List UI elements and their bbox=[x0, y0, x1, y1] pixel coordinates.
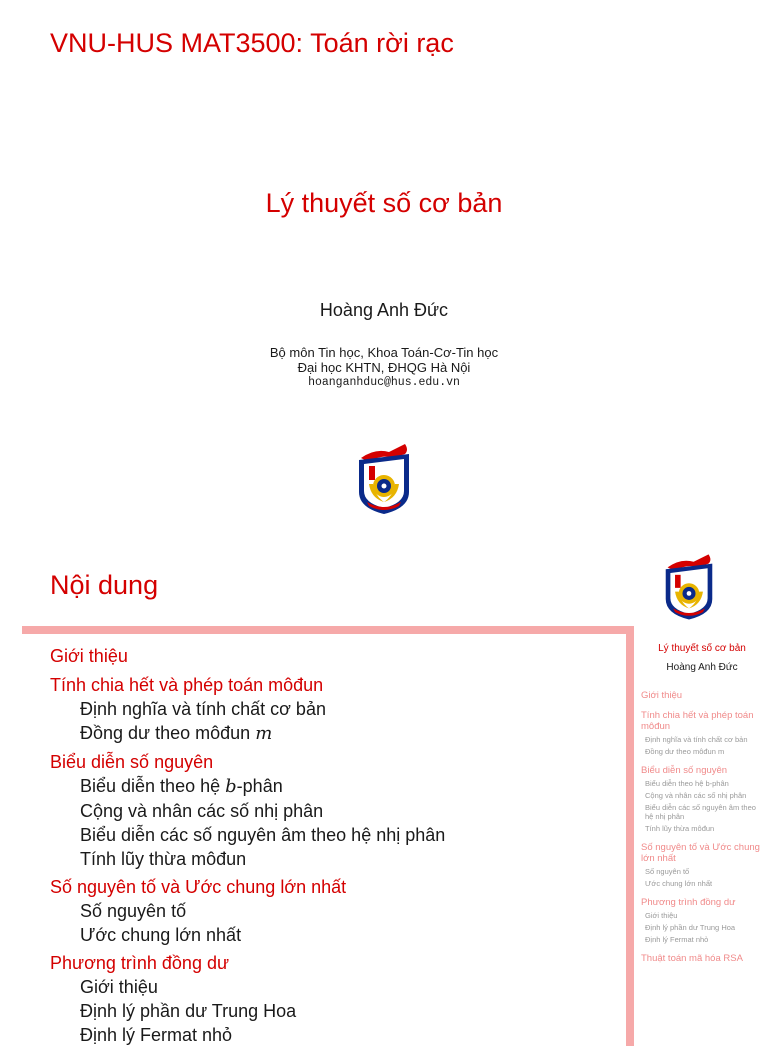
sidebar-section[interactable]: Tính chia hết và phép toán môđun bbox=[641, 710, 754, 732]
toc-subsection-suffix: -phân bbox=[236, 776, 283, 796]
affiliation bbox=[0, 345, 768, 390]
sidebar-subsection[interactable]: Tính lũy thừa môđun bbox=[645, 824, 715, 833]
toc-subsection-label: Biểu diễn theo hệ bbox=[80, 776, 221, 796]
toc-section[interactable]: Biểu diễn số nguyên bbox=[50, 752, 214, 772]
toc-subsection[interactable]: Biểu diễn các số nguyên âm theo hệ nhị phân bbox=[80, 825, 446, 845]
sidebar-section[interactable]: Thuật toán mã hóa RSA bbox=[641, 953, 743, 964]
sidebar-subsection[interactable]: Định lý Fermat nhỏ bbox=[645, 935, 709, 944]
sidebar-title[interactable]: Lý thuyết số cơ bản bbox=[658, 643, 746, 654]
toc-subsection[interactable]: Định lý Fermat nhỏ bbox=[80, 1025, 233, 1045]
math-m: m bbox=[255, 723, 273, 744]
sidebar-subsection[interactable]: Giới thiệu bbox=[645, 911, 678, 920]
slide-sidebar bbox=[636, 540, 768, 1024]
course-title: VNU-HUS MAT3500: Toán rời rạc bbox=[50, 28, 454, 58]
university-logo-icon bbox=[662, 550, 716, 622]
toc-section[interactable]: Số nguyên tố và Ước chung lớn nhất bbox=[50, 877, 347, 897]
contents-title: Nội dung bbox=[50, 570, 159, 600]
sidebar-section[interactable]: Phương trình đồng dư bbox=[641, 897, 736, 908]
toc-subsection[interactable]: Giới thiệu bbox=[80, 977, 158, 997]
toc-subsection[interactable]: Cộng và nhân các số nhị phân bbox=[80, 801, 324, 821]
toc-section[interactable]: Tính chia hết và phép toán môđun bbox=[50, 675, 324, 695]
toc-subsection[interactable]: Tính lũy thừa môđun bbox=[80, 849, 247, 869]
sidebar-subsection[interactable]: Biểu diễn các số nguyên âm theo hệ nhị phân bbox=[645, 803, 756, 821]
sidebar-subsection[interactable]: Định nghĩa và tính chất cơ bản bbox=[645, 735, 748, 744]
toc-subsection[interactable]: Số nguyên tố bbox=[80, 901, 187, 921]
toc-section[interactable]: Giới thiệu bbox=[50, 646, 128, 666]
sidebar-nav bbox=[641, 690, 763, 964]
sidebar-section[interactable]: Số nguyên tố và Ước chung lớn nhất bbox=[641, 842, 760, 864]
email: hoanganhduc@hus.edu.vn bbox=[308, 376, 460, 389]
toc-subsection[interactable]: Định lý phần dư Trung Hoa bbox=[80, 1001, 297, 1021]
toc-subsection[interactable]: Ước chung lớn nhất bbox=[80, 925, 242, 945]
sidebar-subsection[interactable]: Biểu diễn theo hệ b-phân bbox=[645, 779, 729, 788]
sidebar-section[interactable]: Biểu diễn số nguyên bbox=[641, 765, 728, 776]
contents-slide bbox=[0, 540, 768, 1045]
sidebar-subsection[interactable]: Cộng và nhân các số nhị phân bbox=[645, 791, 747, 800]
author-name: Hoàng Anh Đức bbox=[319, 300, 449, 320]
lecture-title: Lý thuyết số cơ bản bbox=[265, 188, 503, 218]
toc-subsection-label: Đồng dư theo môđun bbox=[80, 723, 251, 743]
sidebar-subsection[interactable]: Đồng dư theo môđun m bbox=[645, 747, 725, 756]
affiliation-line: Bộ môn Tin học, Khoa Toán-Cơ-Tin học bbox=[269, 345, 499, 360]
toc-subsection[interactable]: Định nghĩa và tính chất cơ bản bbox=[80, 699, 326, 719]
toc-subsection[interactable] bbox=[50, 774, 630, 799]
sidebar-author: Hoàng Anh Đức bbox=[666, 662, 738, 673]
table-of-contents bbox=[50, 644, 630, 1047]
sidebar-subsection[interactable]: Ước chung lớn nhất bbox=[645, 879, 713, 888]
affiliation-line: Đại học KHTN, ĐHQG Hà Nội bbox=[297, 360, 471, 375]
toc-section[interactable]: Phương trình đồng dư bbox=[50, 953, 230, 973]
university-logo-icon bbox=[355, 440, 413, 516]
sidebar-section[interactable]: Giới thiệu bbox=[641, 690, 683, 701]
sidebar-subsection[interactable]: Số nguyên tố bbox=[645, 867, 690, 876]
math-b: b bbox=[225, 776, 237, 797]
toc-subsection[interactable] bbox=[50, 721, 630, 746]
sidebar-subsection[interactable]: Định lý phần dư Trung Hoa bbox=[645, 923, 736, 932]
